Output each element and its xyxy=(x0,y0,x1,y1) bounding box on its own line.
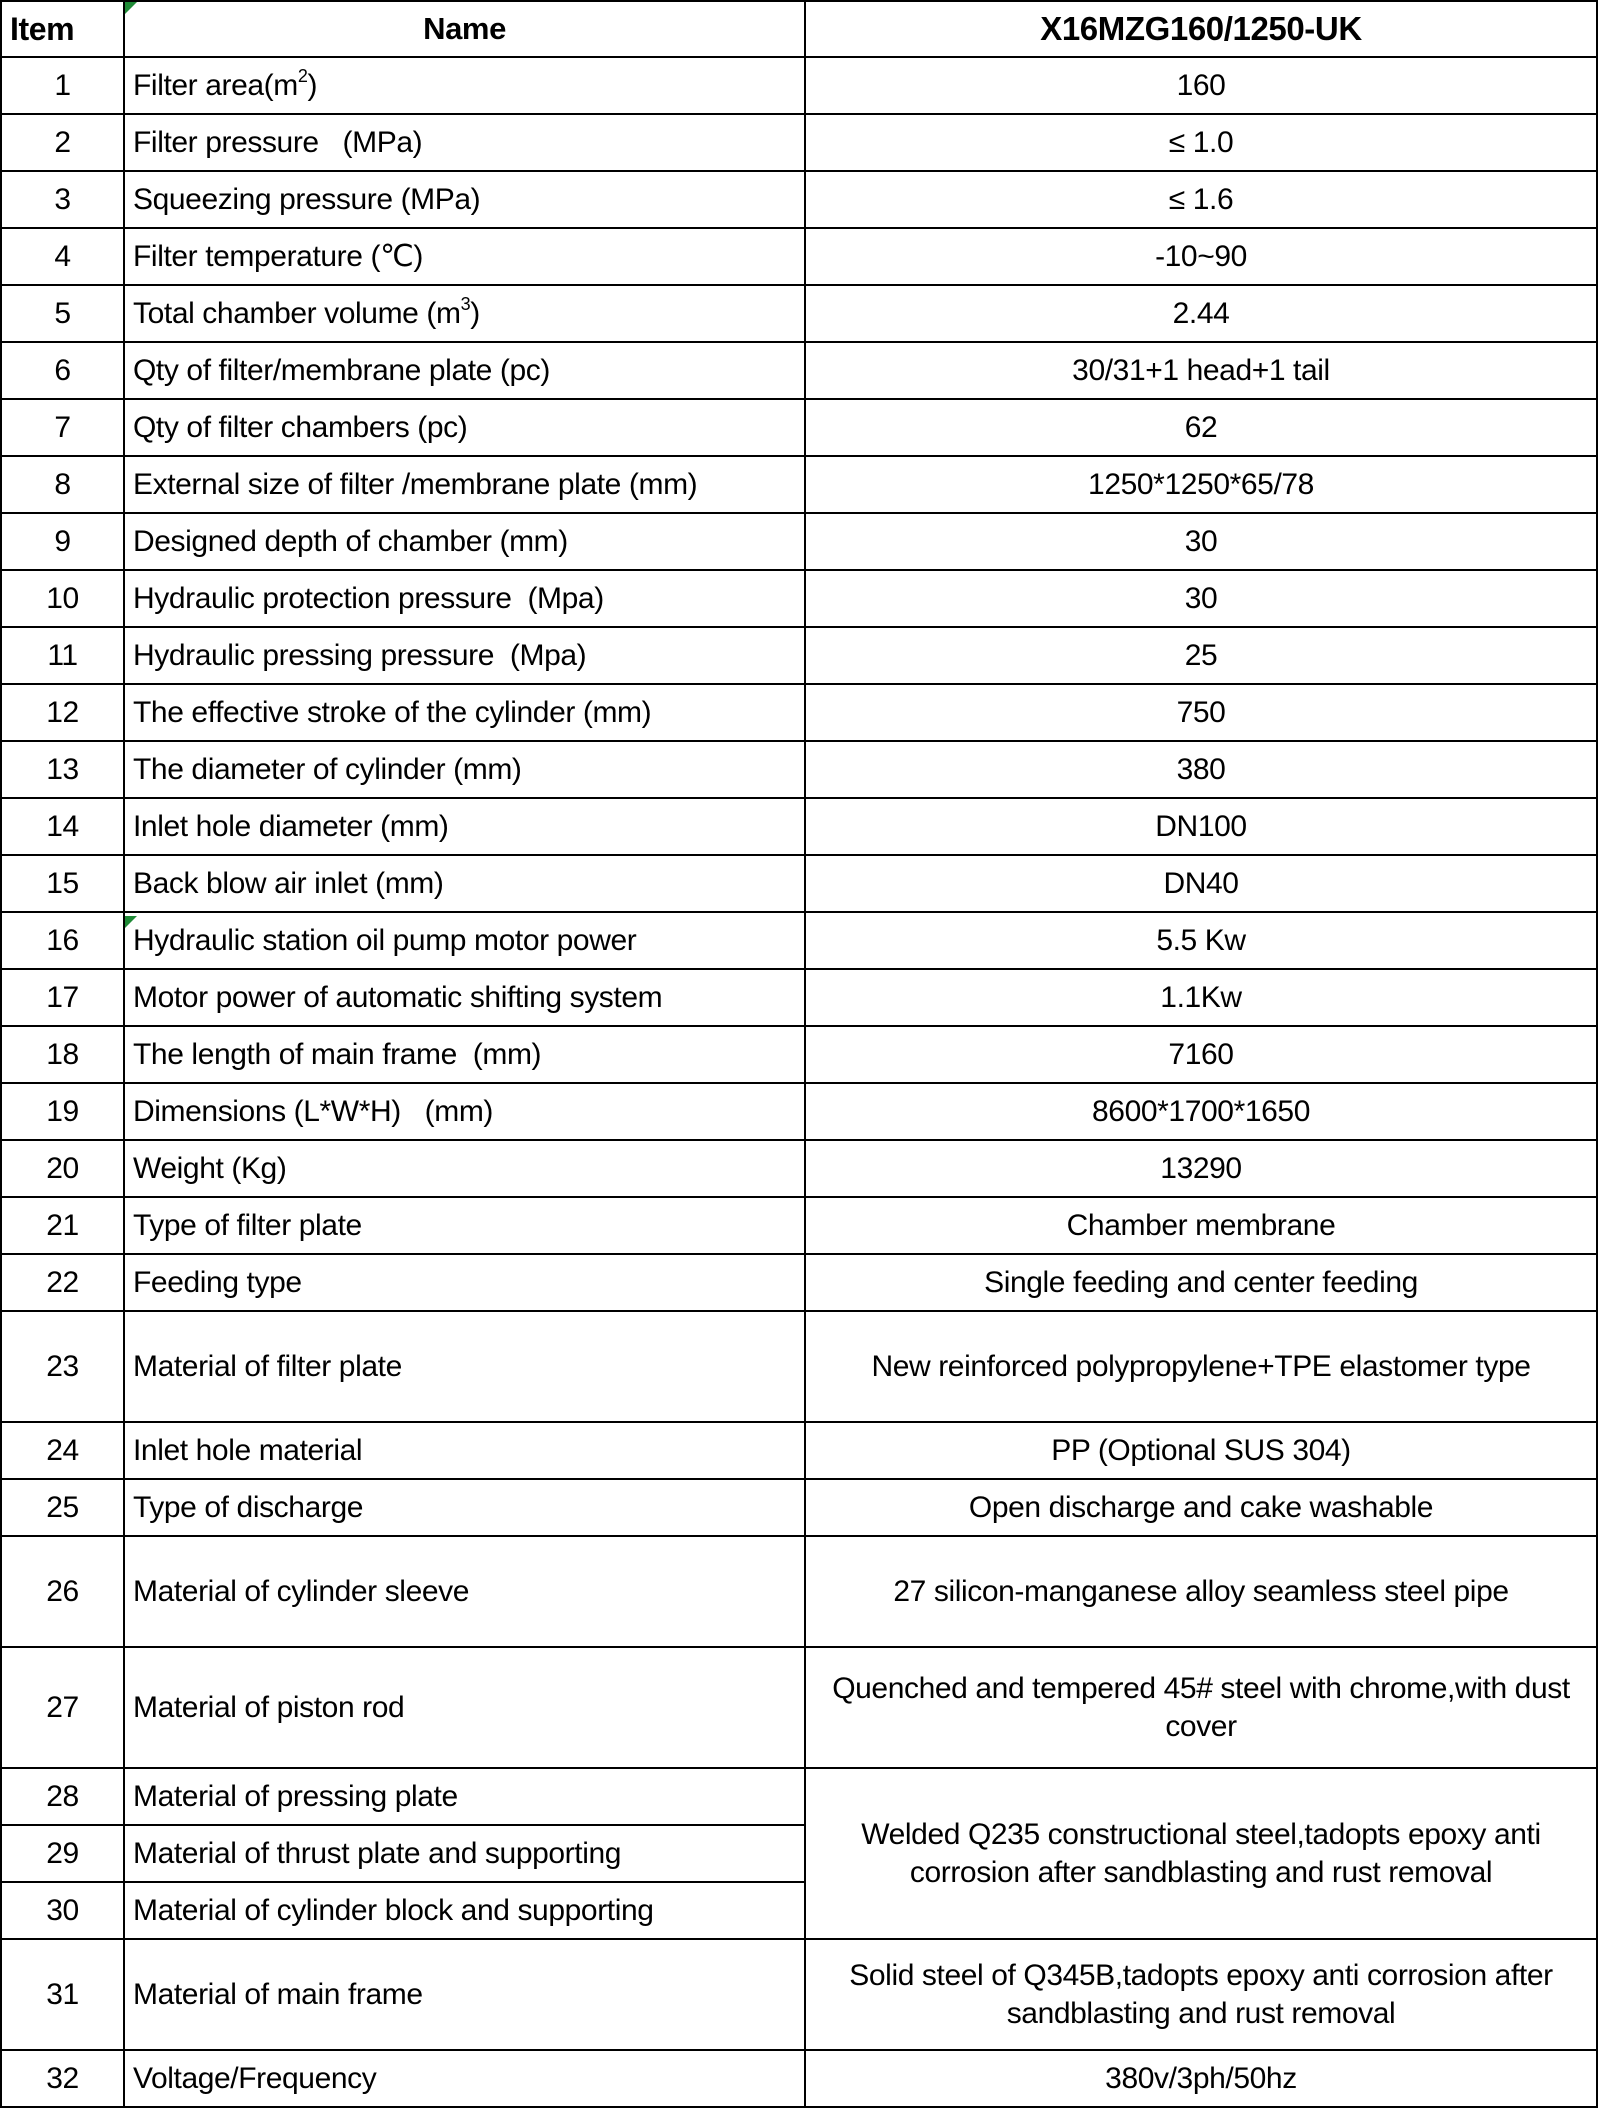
item-number: 26 xyxy=(1,1536,124,1647)
spec-value: 5.5 Kw xyxy=(805,912,1597,969)
item-number: 16 xyxy=(1,912,124,969)
table-row xyxy=(1,456,1597,513)
spec-value: 62 xyxy=(805,399,1597,456)
spec-name: Dimensions (L*W*H) (mm) xyxy=(124,1083,805,1140)
spec-name: Hydraulic protection pressure (Mpa) xyxy=(124,570,805,627)
item-number: 4 xyxy=(1,228,124,285)
item-number: 29 xyxy=(1,1825,124,1882)
table-row xyxy=(1,114,1597,171)
item-number: 2 xyxy=(1,114,124,171)
spec-name: Material of cylinder block and supporting xyxy=(124,1882,805,1939)
spec-name: The length of main frame (mm) xyxy=(124,1026,805,1083)
item-number: 28 xyxy=(1,1768,124,1825)
item-number: 21 xyxy=(1,1197,124,1254)
spec-name: Squeezing pressure (MPa) xyxy=(124,171,805,228)
item-number: 10 xyxy=(1,570,124,627)
table-row xyxy=(1,1479,1597,1536)
spec-value: 30/31+1 head+1 tail xyxy=(805,342,1597,399)
item-number: 18 xyxy=(1,1026,124,1083)
spec-value: DN40 xyxy=(805,855,1597,912)
table-row xyxy=(1,741,1597,798)
spec-value: ≤ 1.0 xyxy=(805,114,1597,171)
table-row xyxy=(1,1083,1597,1140)
spec-value: 7160 xyxy=(805,1026,1597,1083)
item-number: 15 xyxy=(1,855,124,912)
spec-name: Material of filter plate xyxy=(124,1311,805,1422)
item-number: 24 xyxy=(1,1422,124,1479)
table-row xyxy=(1,1311,1597,1422)
spec-name xyxy=(124,285,805,342)
table-row xyxy=(1,1536,1597,1647)
table-row xyxy=(1,1939,1597,2050)
table-row xyxy=(1,171,1597,228)
table-row xyxy=(1,2050,1597,2107)
spec-name: The diameter of cylinder (mm) xyxy=(124,741,805,798)
table-row xyxy=(1,969,1597,1026)
table-row xyxy=(1,1254,1597,1311)
item-number: 32 xyxy=(1,2050,124,2107)
table-row xyxy=(1,1768,1597,1825)
header-item: Item xyxy=(1,1,124,57)
table-row xyxy=(1,798,1597,855)
spec-value: PP (Optional SUS 304) xyxy=(805,1422,1597,1479)
spec-name: Voltage/Frequency xyxy=(124,2050,805,2107)
spec-name: Type of discharge xyxy=(124,1479,805,1536)
item-number: 12 xyxy=(1,684,124,741)
item-number: 11 xyxy=(1,627,124,684)
spec-name: Inlet hole diameter (mm) xyxy=(124,798,805,855)
spec-name xyxy=(124,57,805,114)
spec-value: New reinforced polypropylene+TPE elastomer type xyxy=(805,1311,1597,1422)
spec-value: Open discharge and cake washable xyxy=(805,1479,1597,1536)
spec-name: Material of thrust plate and supporting xyxy=(124,1825,805,1882)
spec-name: Filter pressure (MPa) xyxy=(124,114,805,171)
table-row xyxy=(1,1647,1597,1768)
spec-name-tail: ) xyxy=(470,296,480,330)
header-row xyxy=(1,1,1597,57)
item-number: 1 xyxy=(1,57,124,114)
spec-name-tail: ) xyxy=(307,68,318,102)
table-row xyxy=(1,1422,1597,1479)
spec-value: 2.44 xyxy=(805,285,1597,342)
spec-value: 13290 xyxy=(805,1140,1597,1197)
item-number: 13 xyxy=(1,741,124,798)
spec-value: 25 xyxy=(805,627,1597,684)
spec-value: 8600*1700*1650 xyxy=(805,1083,1597,1140)
item-number: 5 xyxy=(1,285,124,342)
table-row xyxy=(1,684,1597,741)
item-number: 22 xyxy=(1,1254,124,1311)
spec-name: The effective stroke of the cylinder (mm) xyxy=(124,684,805,741)
spec-name: Hydraulic station oil pump motor power xyxy=(124,912,805,969)
item-number: 3 xyxy=(1,171,124,228)
table-row xyxy=(1,513,1597,570)
item-number: 14 xyxy=(1,798,124,855)
spec-value: Welded Q235 constructional steel,tadopts epoxy anti corrosion after sandblasting and rust removal xyxy=(805,1768,1597,1939)
item-number: 27 xyxy=(1,1647,124,1768)
spec-value: Single feeding and center feeding xyxy=(805,1254,1597,1311)
spec-name: Feeding type xyxy=(124,1254,805,1311)
spec-value: 380v/3ph/50hz xyxy=(805,2050,1597,2107)
spec-name: Type of filter plate xyxy=(124,1197,805,1254)
table-row xyxy=(1,342,1597,399)
spec-value: Solid steel of Q345B,tadopts epoxy anti corrosion after sandblasting and rust removal xyxy=(805,1939,1597,2050)
spec-name: Qty of filter chambers (pc) xyxy=(124,399,805,456)
table-row xyxy=(1,570,1597,627)
header-model: X16MZG160/1250-UK xyxy=(805,1,1597,57)
spec-name: Material of main frame xyxy=(124,1939,805,2050)
spec-value: 30 xyxy=(805,513,1597,570)
item-number: 31 xyxy=(1,1939,124,2050)
spec-name: Qty of filter/membrane plate (pc) xyxy=(124,342,805,399)
item-number: 23 xyxy=(1,1311,124,1422)
spec-name: Material of cylinder sleeve xyxy=(124,1536,805,1647)
spec-name: Motor power of automatic shifting system xyxy=(124,969,805,1026)
spec-value: -10~90 xyxy=(805,228,1597,285)
spec-value: Chamber membrane xyxy=(805,1197,1597,1254)
item-number: 17 xyxy=(1,969,124,1026)
spec-value: Quenched and tempered 45# steel with chrome,with dust cover xyxy=(805,1647,1597,1768)
spec-value: 750 xyxy=(805,684,1597,741)
spec-name: Back blow air inlet (mm) xyxy=(124,855,805,912)
item-number: 30 xyxy=(1,1882,124,1939)
table-row xyxy=(1,57,1597,114)
header-name: Name xyxy=(124,1,805,57)
table-row xyxy=(1,1197,1597,1254)
item-number: 6 xyxy=(1,342,124,399)
spec-name-text: Filter area(m xyxy=(133,68,298,102)
superscript: 3 xyxy=(460,293,471,314)
item-number: 8 xyxy=(1,456,124,513)
spec-value: 160 xyxy=(805,57,1597,114)
item-number: 7 xyxy=(1,399,124,456)
spec-name: Filter temperature (℃) xyxy=(124,228,805,285)
spec-name: Inlet hole material xyxy=(124,1422,805,1479)
spec-value: 30 xyxy=(805,570,1597,627)
spec-name: Weight (Kg) xyxy=(124,1140,805,1197)
cell-comment-marker xyxy=(125,916,137,928)
spec-value: 1250*1250*65/78 xyxy=(805,456,1597,513)
item-number: 25 xyxy=(1,1479,124,1536)
spec-value: ≤ 1.6 xyxy=(805,171,1597,228)
superscript: 2 xyxy=(297,65,308,86)
item-number: 19 xyxy=(1,1083,124,1140)
table-row xyxy=(1,1140,1597,1197)
spec-name: Designed depth of chamber (mm) xyxy=(124,513,805,570)
table-row xyxy=(1,399,1597,456)
spec-name: Material of piston rod xyxy=(124,1647,805,1768)
table-row xyxy=(1,228,1597,285)
item-number: 9 xyxy=(1,513,124,570)
spec-name-text: Total chamber volume (m xyxy=(133,296,461,330)
spec-name: Hydraulic pressing pressure (Mpa) xyxy=(124,627,805,684)
table-row xyxy=(1,855,1597,912)
spec-value: DN100 xyxy=(805,798,1597,855)
item-number: 20 xyxy=(1,1140,124,1197)
spec-name: Material of pressing plate xyxy=(124,1768,805,1825)
spec-value: 380 xyxy=(805,741,1597,798)
spec-name: External size of filter /membrane plate (mm) xyxy=(124,456,805,513)
cell-comment-marker xyxy=(125,2,137,14)
spec-value: 27 silicon-manganese alloy seamless steel pipe xyxy=(805,1536,1597,1647)
table-row xyxy=(1,285,1597,342)
spec-value: 1.1Kw xyxy=(805,969,1597,1026)
table-row xyxy=(1,1026,1597,1083)
table-row xyxy=(1,627,1597,684)
table-row xyxy=(1,912,1597,969)
